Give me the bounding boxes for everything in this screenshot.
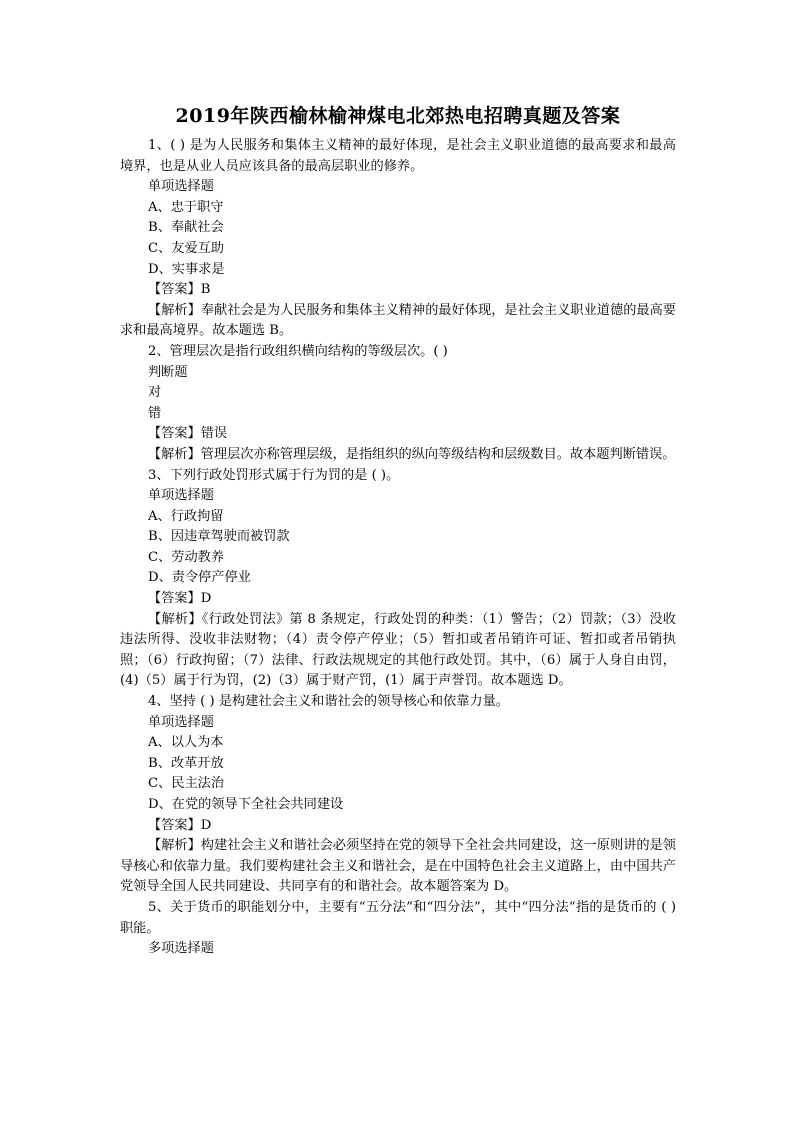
question-3-option-a: A、行政拘留 xyxy=(148,508,224,524)
page-title: 2019年陕西榆林榆神煤电北郊热电招聘真题及答案 xyxy=(175,105,621,127)
document-page xyxy=(120,103,676,960)
question-2-option-false: 错 xyxy=(148,405,162,421)
question-5-stem: 5、关于货币的职能划分中，主要有“五分法”和“四分法”，其中“四分法”指的是货币的 ( ) 职能。 xyxy=(120,899,676,936)
question-4-type: 单项选择题 xyxy=(148,714,214,730)
question-2-analysis: 【解析】管理层次亦称管理层级，是指组织的纵向等级结构和层级数目。故本题判断错误。 xyxy=(148,446,676,462)
question-1-analysis: 【解析】奉献社会是为人民服务和集体主义精神的最好体现，是社会主义职业道德的最高要求和最高境界。故本题选 B。 xyxy=(120,302,676,339)
question-5-type: 多项选择题 xyxy=(148,941,214,957)
question-3-type: 单项选择题 xyxy=(148,488,214,504)
question-1-type: 单项选择题 xyxy=(148,179,214,195)
question-1-stem: 1、( ) 是为人民服务和集体主义精神的最好体现，是社会主义职业道德的最高要求和最高境界，也是从业人员应该具备的最高层职业的修养。 xyxy=(120,138,676,174)
question-3-answer: 【答案】D xyxy=(148,591,212,607)
question-3-option-c: C、劳动教养 xyxy=(148,549,225,565)
question-1-option-b: B、奉献社会 xyxy=(148,220,224,236)
question-2-type: 判断题 xyxy=(148,364,188,380)
question-4-option-d: D、在党的领导下全社会共同建设 xyxy=(148,797,344,812)
question-2-stem: 2、管理层次是指行政组织横向结构的等级层次。( ) xyxy=(148,343,448,359)
question-2-answer: 【答案】错误 xyxy=(148,426,228,442)
question-3-stem: 3、下列行政处罚形式属于行为罚的是 ( )。 xyxy=(148,467,400,483)
question-2-option-true: 对 xyxy=(148,385,162,401)
question-4-answer: 【答案】D xyxy=(148,817,212,833)
document-body xyxy=(120,136,676,960)
question-4-option-a: A、以人为本 xyxy=(148,735,224,751)
question-1-answer: 【答案】B xyxy=(148,282,211,298)
question-4-option-b: B、改革开放 xyxy=(148,755,224,771)
question-3-option-b: B、因违章驾驶而被罚款 xyxy=(148,529,290,545)
question-4-option-c: C、民主法治 xyxy=(148,776,225,792)
question-3-option-d: D、责令停产停业 xyxy=(148,570,251,586)
question-1-option-d: D、实事求是 xyxy=(148,261,225,277)
question-1-option-a: A、忠于职守 xyxy=(148,199,224,215)
question-4-analysis: 【解析】构建社会主义和谐社会必须坚持在党的领导下全社会共同建设，这一原则讲的是领导核心和依靠力量。我们要构建社会主义和谐社会，是在中国特色社会主义道路上，由中国共产党领导全国人民共同建设、共同享有的和谐社会。故本题答案为 D。 xyxy=(120,838,676,895)
question-1-option-c: C、友爱互助 xyxy=(148,240,225,256)
question-4-stem: 4、坚持 ( ) 是构建社会主义和谐社会的领导核心和依靠力量。 xyxy=(148,694,509,710)
question-3-analysis: 【解析】《行政处罚法》第 8 条规定，行政处罚的种类：（1）警告；（2）罚款；（3）没收违法所得、没收非法财物；（4）责令停产停业；（5）暂扣或者吊销许可证、暂扣或者吊销执照；（6）行政拘留；（7）法律、行政法规规定的其他行政处罚。其中，（6）属于人身自由罚，(4)（5）属于行为罚，(2)（3）属于财产罚，(1）属于声誉罚。故本题选 D。 xyxy=(120,611,676,689)
